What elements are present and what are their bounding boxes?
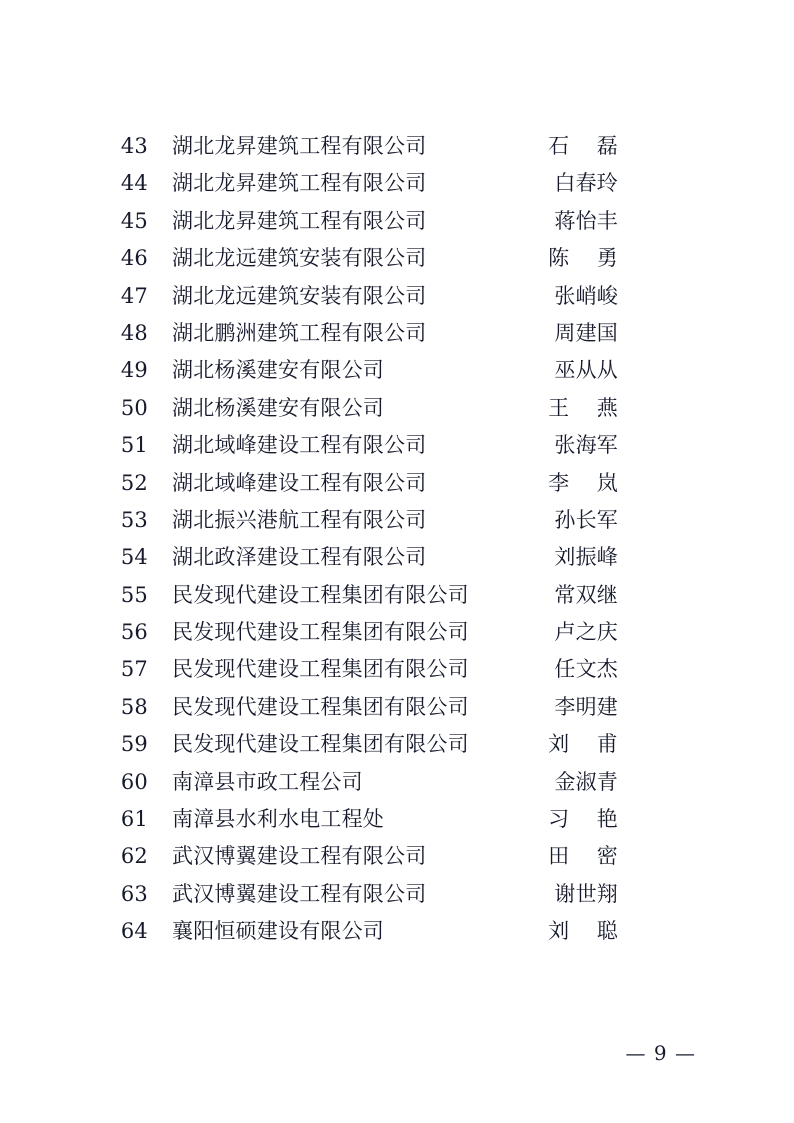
list-item-person: 张海军	[554, 433, 618, 458]
list-item	[100, 579, 694, 616]
list-item-index: 50	[120, 395, 148, 420]
list-item-person: 石 磊	[548, 134, 618, 158]
list-item	[100, 429, 694, 466]
list-item-person: 任文杰	[554, 657, 618, 682]
list-item-person: 金淑青	[554, 769, 618, 794]
list-item-company: 湖北龙远建筑安装有限公司	[172, 246, 427, 271]
list-item-person: 谢世翔	[554, 881, 618, 906]
list-item-person: 蒋怡丰	[554, 208, 618, 233]
list-item	[100, 541, 694, 578]
page-number: — 9 —	[625, 1041, 696, 1065]
list-item	[100, 653, 694, 690]
list-item-index: 49	[120, 358, 148, 383]
list-item	[100, 280, 694, 317]
list-item	[100, 878, 694, 915]
list-item-person: 卢之庆	[554, 620, 618, 645]
list-item-person: 李明建	[554, 694, 618, 719]
list-item-person: 王 燕	[548, 395, 618, 420]
list-item-index: 57	[120, 657, 148, 682]
list-item	[100, 167, 694, 204]
list-item	[100, 616, 694, 653]
entry-list	[100, 130, 694, 953]
list-item-company: 湖北杨溪建安有限公司	[172, 395, 384, 420]
list-item-company: 湖北龙昇建筑工程有限公司	[172, 134, 427, 158]
list-item-index: 64	[120, 919, 148, 944]
list-item-index: 55	[120, 582, 148, 607]
list-item-index: 51	[120, 433, 148, 458]
list-item-company: 武汉博翼建设工程有限公司	[172, 881, 427, 906]
list-item	[100, 504, 694, 541]
list-item	[100, 728, 694, 765]
list-item-company: 湖北政泽建设工程有限公司	[172, 545, 427, 570]
list-item-index: 62	[120, 844, 148, 869]
list-item-person: 刘 甫	[548, 732, 618, 757]
list-item	[100, 354, 694, 391]
list-item-company: 武汉博翼建设工程有限公司	[172, 844, 427, 869]
list-item-company: 湖北龙昇建筑工程有限公司	[172, 208, 427, 233]
list-item-company: 湖北杨溪建安有限公司	[172, 358, 384, 383]
list-item-company: 南漳县水利水电工程处	[172, 807, 384, 832]
list-item-company: 襄阳恒硕建设有限公司	[172, 919, 384, 944]
list-item-index: 60	[120, 769, 148, 794]
list-item-company: 湖北龙远建筑安装有限公司	[172, 283, 427, 308]
list-item	[100, 317, 694, 354]
list-item-company: 民发现代建设工程集团有限公司	[172, 582, 469, 607]
list-item-index: 45	[120, 208, 148, 233]
list-item	[100, 205, 694, 242]
list-item-company: 民发现代建设工程集团有限公司	[172, 732, 469, 757]
list-item-index: 61	[120, 807, 148, 832]
list-item-index: 44	[120, 171, 148, 196]
list-item-person: 李 岚	[548, 470, 618, 495]
list-item-index: 56	[120, 620, 148, 645]
list-item-company: 民发现代建设工程集团有限公司	[172, 620, 469, 645]
list-item-index: 53	[120, 507, 148, 532]
list-item-company: 湖北域峰建设工程有限公司	[172, 470, 427, 495]
list-item-index: 47	[120, 283, 148, 308]
list-item	[100, 392, 694, 429]
list-item	[100, 130, 694, 167]
list-item-company: 南漳县市政工程公司	[172, 769, 363, 794]
list-item-index: 52	[120, 470, 148, 495]
list-item	[100, 915, 694, 952]
list-item	[100, 766, 694, 803]
list-item-person: 田 密	[548, 844, 618, 869]
list-item-person: 刘振峰	[554, 545, 618, 570]
list-item-company: 湖北龙昇建筑工程有限公司	[172, 171, 427, 196]
list-item-index: 48	[120, 320, 148, 345]
list-item-person: 刘 聪	[548, 919, 618, 944]
list-item-index: 59	[120, 732, 148, 757]
list-item	[100, 467, 694, 504]
list-item-person: 张峭峻	[554, 283, 618, 308]
list-item-person: 白春玲	[554, 171, 618, 196]
list-item	[100, 242, 694, 279]
list-item-index: 63	[120, 881, 148, 906]
list-item-person: 常双继	[554, 582, 618, 607]
list-item	[100, 803, 694, 840]
list-item-company: 湖北振兴港航工程有限公司	[172, 507, 427, 532]
list-item-person: 巫从从	[554, 358, 618, 383]
list-item-index: 46	[120, 246, 148, 271]
list-item	[100, 691, 694, 728]
list-item-company: 湖北鹏洲建筑工程有限公司	[172, 320, 427, 345]
list-item-index: 43	[120, 134, 148, 158]
list-item-person: 周建国	[554, 320, 618, 345]
list-item-company: 民发现代建设工程集团有限公司	[172, 694, 469, 719]
list-item-person: 习 艳	[548, 807, 618, 832]
list-item-company: 湖北域峰建设工程有限公司	[172, 433, 427, 458]
list-item-person: 陈 勇	[548, 246, 618, 271]
list-item	[100, 840, 694, 877]
list-item-company: 民发现代建设工程集团有限公司	[172, 657, 469, 682]
list-item-index: 54	[120, 545, 148, 570]
list-item-index: 58	[120, 694, 148, 719]
list-item-person: 孙长军	[554, 507, 618, 532]
